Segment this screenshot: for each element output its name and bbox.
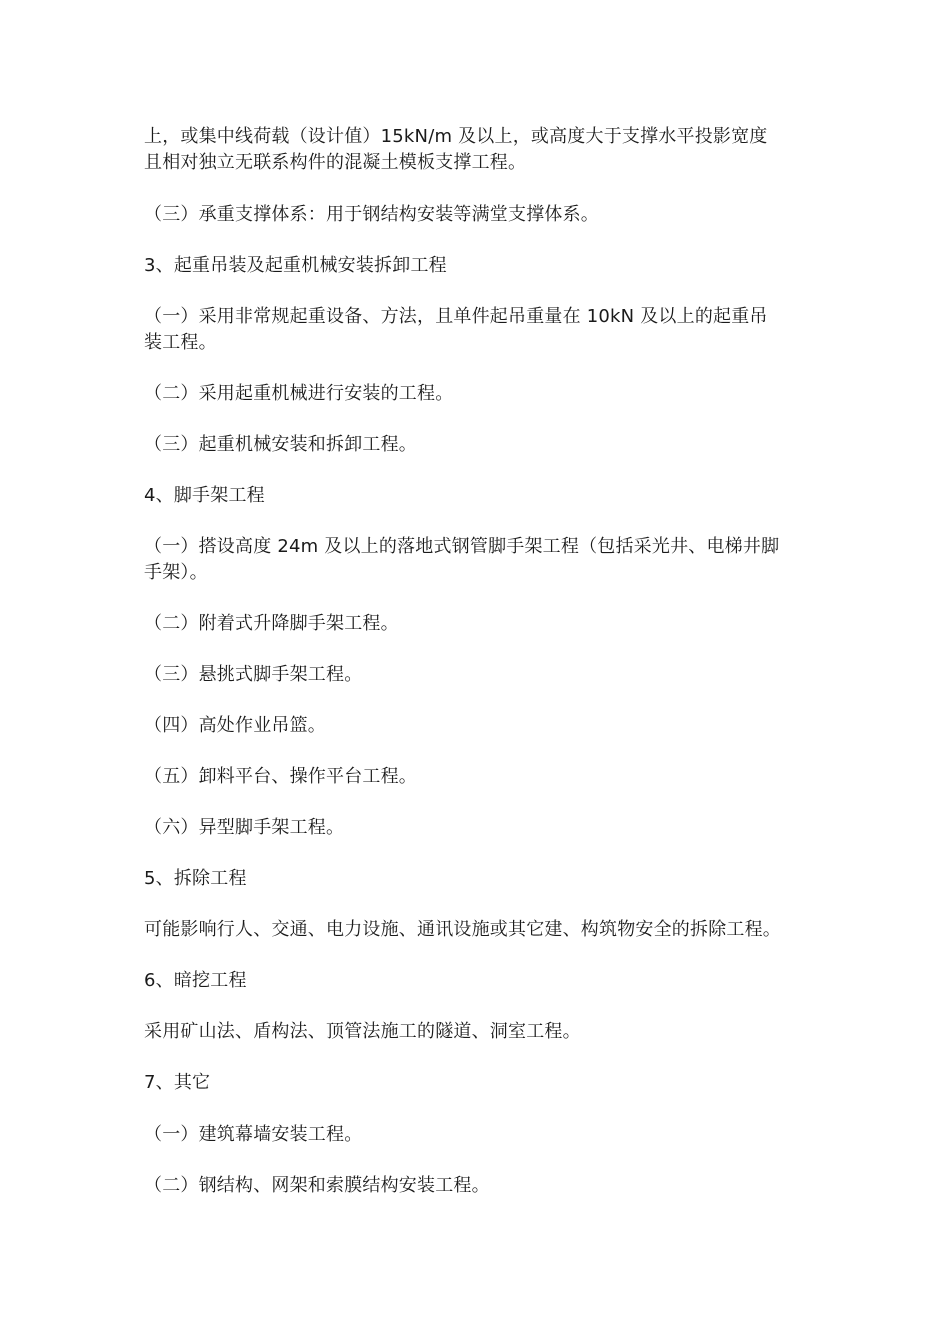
section-heading: 7、其它 [144, 1072, 211, 1093]
paragraph-line: 上，或集中线荷载（设计值）15kN/m 及以上，或高度大于支撑水平投影宽度 [144, 126, 768, 147]
paragraph-line: （四）高处作业吊篮。 [144, 715, 326, 736]
section-heading: 3、起重吊装及起重机械安装拆卸工程 [144, 255, 447, 276]
paragraph-line: （一）采用非常规起重设备、方法，且单件起吊重量在 10kN 及以上的起重吊 [144, 306, 768, 327]
paragraph-line: 手架）。 [144, 562, 208, 583]
paragraph-line: （二）附着式升降脚手架工程。 [144, 613, 399, 634]
paragraph-line: （五）卸料平台、操作平台工程。 [144, 766, 417, 787]
section-heading: 5、拆除工程 [144, 868, 247, 889]
paragraph-line: （三）悬挑式脚手架工程。 [144, 664, 363, 685]
section-heading: 6、暗挖工程 [144, 970, 247, 991]
paragraph-line: 装工程。 [144, 332, 217, 353]
paragraph-line: （三）承重支撑体系：用于钢结构安装等满堂支撑体系。 [144, 204, 599, 225]
paragraph-line: （六）异型脚手架工程。 [144, 817, 345, 838]
paragraph-line: （二）钢结构、网架和索膜结构安装工程。 [144, 1175, 490, 1196]
paragraph-line: （二）采用起重机械进行安装的工程。 [144, 383, 454, 404]
paragraph-line: 可能影响行人、交通、电力设施、通讯设施或其它建、构筑物安全的拆除工程。 [144, 919, 781, 940]
paragraph-line: （一）搭设高度 24m 及以上的落地式钢管脚手架工程（包括采光井、电梯井脚 [144, 536, 780, 557]
paragraph-line: 且相对独立无联系构件的混凝土模板支撑工程。 [144, 152, 527, 173]
paragraph-line: （三）起重机械安装和拆卸工程。 [144, 434, 417, 455]
section-heading: 4、脚手架工程 [144, 485, 265, 506]
paragraph-line: 采用矿山法、盾构法、顶管法施工的隧道、洞室工程。 [144, 1021, 581, 1042]
paragraph-line: （一）建筑幕墙安装工程。 [144, 1124, 363, 1145]
